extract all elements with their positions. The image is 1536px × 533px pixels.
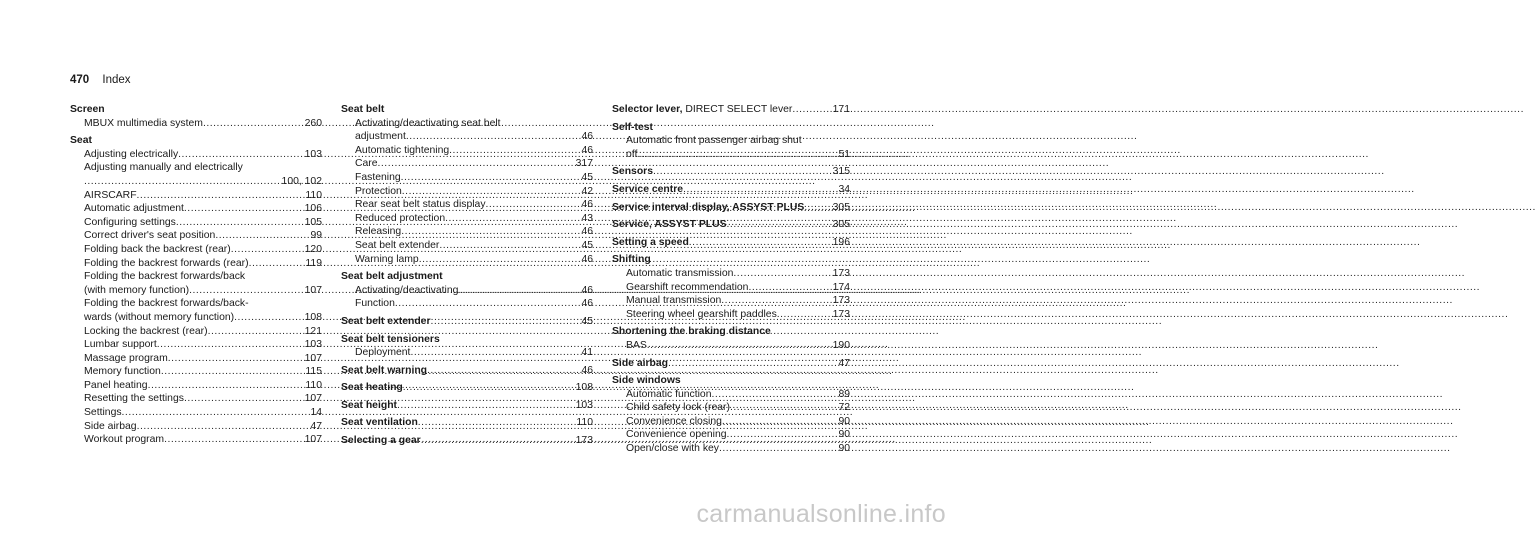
subentry <box>612 388 850 402</box>
entry-term-rest: DIRECT SELECT lever <box>682 104 793 115</box>
page-ref: 121 <box>304 325 322 337</box>
page-ref: 260 <box>304 117 322 129</box>
subentry-text: Steering wheel gearshift paddles <box>626 308 777 320</box>
subentry <box>341 253 593 267</box>
entry-heading <box>70 103 322 117</box>
dot-leader <box>161 365 302 379</box>
dot-leader <box>719 442 834 456</box>
subentry <box>612 428 850 442</box>
index-column-1 <box>70 103 322 451</box>
page-ref: 174 <box>832 281 850 293</box>
subentry <box>341 239 593 253</box>
subentry <box>341 297 593 311</box>
dot-leader <box>721 294 828 308</box>
entry-term: Self-test <box>612 121 653 133</box>
entry-term: Seat belt warning <box>341 364 428 376</box>
dot-leader <box>84 175 278 189</box>
dot-leader <box>234 311 301 325</box>
page-ref: 51 <box>838 148 850 160</box>
subentry-text: Warning lamp <box>355 253 419 265</box>
page-ref: 173 <box>832 295 850 307</box>
dot-leader <box>419 253 578 267</box>
page-ref: 110 <box>576 417 593 429</box>
subentry-text: Convenience closing <box>626 415 722 427</box>
subentry <box>341 198 593 212</box>
subentry <box>612 308 850 322</box>
subentry-text: Automatic function <box>626 388 712 400</box>
subentry-text: Adjusting electrically <box>84 148 179 160</box>
page-ref: 90 <box>838 429 850 441</box>
subentry <box>341 157 593 171</box>
subentry-text: Panel heating <box>84 379 148 391</box>
dot-leader <box>176 216 301 230</box>
page-ref: 47 <box>310 420 322 432</box>
subentry-text: Reduced protection <box>355 212 446 224</box>
page-ref: 42 <box>581 185 593 197</box>
entry-term: Setting a speed <box>612 236 689 248</box>
entry-heading <box>341 434 593 448</box>
subentry-text: AIRSCARF <box>84 189 137 201</box>
page-ref: 110 <box>305 379 322 391</box>
dot-leader <box>689 236 829 250</box>
subentry-text: BAS <box>626 339 647 351</box>
subentry-text: Locking the backrest (rear) <box>84 325 208 337</box>
page-ref: 196 <box>832 236 850 248</box>
dot-leader <box>458 284 577 298</box>
subentry <box>612 339 850 353</box>
entry-heading <box>70 134 322 148</box>
subentry-text: Automatic tightening <box>355 144 450 156</box>
entry-heading <box>341 315 593 329</box>
subentry-text: Lumbar support <box>84 339 157 351</box>
subentry <box>70 433 322 447</box>
page-ref: 41 <box>581 347 593 359</box>
entry-term: Side airbag <box>612 357 669 369</box>
page-ref: 108 <box>304 311 322 323</box>
index-entry <box>341 399 593 413</box>
dot-leader <box>431 315 578 329</box>
dot-leader <box>184 392 301 406</box>
subentry-line: Activating/deactivating seat belt <box>355 117 501 129</box>
entry-term: Screen <box>70 104 105 115</box>
subentry <box>341 284 593 298</box>
dot-leader <box>137 420 307 434</box>
entry-term-main: Selector lever, <box>612 104 683 115</box>
page-ref: 107 <box>304 352 322 364</box>
page-ref: 119 <box>305 257 322 269</box>
subentry-line: Folding the backrest forwards/back <box>84 271 246 283</box>
entry-heading <box>341 381 593 395</box>
subentry <box>70 175 322 189</box>
subentry-text: Configuring settings <box>84 216 176 228</box>
subentry <box>70 284 322 298</box>
page-ref: 103 <box>575 399 593 411</box>
dot-leader <box>203 117 301 131</box>
dot-leader <box>215 229 306 243</box>
subentry <box>70 229 322 243</box>
entry-heading <box>341 333 593 347</box>
subentry <box>341 346 593 360</box>
index-entry <box>341 333 593 360</box>
subentry-text: Side airbag <box>84 420 137 432</box>
page-ref: 90 <box>838 415 850 427</box>
index-entry <box>612 165 850 179</box>
page-ref: 103 <box>304 339 322 351</box>
dot-leader <box>777 308 829 322</box>
subentry <box>70 189 322 203</box>
subentry-text: Open/close with key <box>626 443 719 455</box>
entry-term: Side windows <box>612 375 681 387</box>
dot-leader <box>189 284 301 298</box>
page-ref: 107 <box>304 434 322 446</box>
page-ref: 90 <box>838 443 850 455</box>
dot-leader <box>668 357 834 371</box>
dot-leader <box>804 201 828 215</box>
page-ref: 120 <box>304 243 322 255</box>
dot-leader <box>403 381 572 395</box>
dot-leader <box>397 399 572 413</box>
subentry <box>341 185 593 199</box>
subentry <box>70 406 322 420</box>
index-entry <box>341 416 593 430</box>
subentry <box>70 392 322 406</box>
entry-heading <box>612 253 850 267</box>
subentry <box>612 148 850 162</box>
dot-leader <box>449 144 577 158</box>
page-ref: 317 <box>575 158 593 170</box>
subentry-text: Seat belt extender <box>355 239 440 251</box>
dot-leader <box>445 212 577 226</box>
subentry-text: adjustment <box>355 131 406 143</box>
entry-heading <box>612 357 850 371</box>
page-ref: 99 <box>310 230 322 242</box>
page-ref: 103 <box>304 148 322 160</box>
subentry-text: Manual transmission <box>626 295 722 307</box>
index-entry <box>612 201 850 215</box>
subentry-text: Activating/deactivating <box>355 284 459 296</box>
subentry <box>70 379 322 393</box>
subentry-text: Correct driver's seat position <box>84 230 216 242</box>
subentry-text: Care <box>355 158 378 170</box>
entry-term: Seat heating <box>341 382 403 394</box>
subentry-text: Workout program <box>84 434 165 446</box>
subentry <box>70 216 322 230</box>
index-entry <box>341 270 593 311</box>
subentry <box>341 130 593 144</box>
dot-leader <box>683 183 834 197</box>
subentry <box>612 294 850 308</box>
subentry <box>341 225 593 239</box>
subentry <box>612 401 850 415</box>
subentry-text: Function <box>355 298 395 310</box>
page-ref: 46 <box>581 144 593 156</box>
page-ref: 14 <box>310 407 322 419</box>
subentry-text: Automatic transmission <box>626 267 734 279</box>
page-number: 470 <box>70 74 90 86</box>
dot-leader <box>418 416 573 430</box>
subentry <box>612 267 850 281</box>
dot-leader <box>748 281 828 295</box>
subentry-text: Settings <box>84 407 122 419</box>
page-ref: 46 <box>581 131 593 143</box>
entry-heading <box>341 416 593 430</box>
subentry <box>70 117 322 131</box>
index-entry <box>341 103 593 266</box>
subentry-text: Massage program <box>84 352 168 364</box>
dot-leader <box>427 364 577 378</box>
dot-leader <box>402 185 578 199</box>
dot-leader <box>401 225 577 239</box>
entry-term: Service interval display, ASSYST PLUS <box>612 201 805 213</box>
entry-heading <box>341 364 593 378</box>
dot-leader <box>406 130 578 144</box>
index-entry <box>612 374 850 456</box>
entry-term: Seat belt adjustment <box>341 271 443 283</box>
subentry <box>70 257 322 271</box>
dot-leader <box>122 406 307 420</box>
page-ref: 105 <box>304 216 322 228</box>
page-ref: 173 <box>832 308 850 320</box>
dot-leader <box>148 379 302 393</box>
entry-term: Service, ASSYST PLUS <box>612 219 727 231</box>
subentry <box>341 212 593 226</box>
page-ref: 115 <box>305 366 322 378</box>
subentry-text: MBUX multimedia system <box>84 117 203 129</box>
subentry <box>341 171 593 185</box>
entry-heading <box>612 201 850 215</box>
subentry-text: wards (without memory function) <box>84 311 235 323</box>
subentry <box>70 148 322 162</box>
subentry-text: Memory function <box>84 366 161 378</box>
subentry-line: Automatic front passenger airbag shut <box>626 135 802 147</box>
subentry-text: Child safety lock (rear) <box>626 402 730 414</box>
subentry <box>70 352 322 366</box>
dot-leader <box>727 218 829 232</box>
subentry-text: Rear seat belt status display <box>355 199 486 211</box>
page-ref: 171 <box>832 104 850 115</box>
index-entry <box>612 253 850 321</box>
dot-leader <box>178 148 301 162</box>
subentry-text: Convenience opening <box>626 429 727 441</box>
entry-term: Seat belt <box>341 104 385 115</box>
subentry-text: off <box>626 148 638 160</box>
subentry <box>70 202 322 216</box>
entry-term: Shortening the braking distance <box>612 326 771 338</box>
subentry-line: Adjusting manually and electrically <box>84 162 243 174</box>
entry-term: Sensors <box>612 166 654 178</box>
index-entry <box>612 121 850 162</box>
subentry <box>612 281 850 295</box>
page-ref: 72 <box>838 402 850 414</box>
dot-leader <box>711 388 834 402</box>
page-ref: 110 <box>305 189 322 201</box>
page-ref: 173 <box>575 435 593 447</box>
page-ref: 108 <box>575 382 593 394</box>
page-ref: 100, 102 <box>281 175 322 187</box>
entry-term: Seat ventilation <box>341 417 418 429</box>
dot-leader <box>792 103 828 117</box>
page-ref: 46 <box>581 253 593 265</box>
subentry <box>612 415 850 429</box>
entry-heading <box>341 399 593 413</box>
page-ref: 106 <box>304 203 322 215</box>
dot-leader <box>395 297 578 311</box>
dot-leader <box>722 415 835 429</box>
dot-leader <box>653 165 829 179</box>
page-ref: 45 <box>581 171 593 183</box>
index-entry <box>341 381 593 395</box>
index-entry <box>70 103 322 130</box>
subentry-text: Folding back the backrest (rear) <box>84 243 231 255</box>
page-ref: 43 <box>581 212 593 224</box>
page-ref: 45 <box>581 239 593 251</box>
index-entry <box>612 183 850 197</box>
subentry-text: Protection <box>355 185 402 197</box>
subentry-text: Automatic adjustment <box>84 203 184 215</box>
subentry <box>612 442 850 456</box>
page-ref: 45 <box>581 315 593 327</box>
subentry-text: (with memory function) <box>84 284 190 296</box>
page-ref: 46 <box>581 298 593 310</box>
subentry <box>70 420 322 434</box>
dot-leader <box>137 189 302 203</box>
page-ref: 305 <box>832 201 850 213</box>
dot-leader <box>208 325 301 339</box>
dot-leader <box>184 202 301 216</box>
entry-term: Seat belt tensioners <box>341 333 440 345</box>
index-entry <box>612 103 850 117</box>
entry-heading <box>612 165 850 179</box>
index-column-2 <box>341 103 593 452</box>
page-ref: 46 <box>581 364 593 376</box>
page-ref: 315 <box>832 166 850 178</box>
section-title: Index <box>102 74 131 86</box>
entry-term: Selecting a gear <box>341 435 421 447</box>
entry-heading <box>612 183 850 197</box>
page-ref: 173 <box>832 267 850 279</box>
subentry-text: Releasing <box>355 226 402 238</box>
page-ref: 89 <box>838 388 850 400</box>
dot-leader <box>647 339 829 353</box>
entry-heading <box>612 218 850 232</box>
index-entry <box>341 434 593 448</box>
subentry-text: Folding the backrest forwards (rear) <box>84 257 249 269</box>
entry-term <box>612 103 792 117</box>
dot-leader <box>421 434 572 448</box>
dot-leader <box>637 148 834 162</box>
entry-term: Seat belt extender <box>341 315 431 327</box>
dot-leader <box>157 338 301 352</box>
page-ref: 34 <box>838 183 850 195</box>
index-entry <box>341 315 593 329</box>
dot-leader <box>439 239 577 253</box>
page-ref: 47 <box>838 357 850 369</box>
dot-leader <box>730 401 835 415</box>
entry-heading <box>612 236 850 250</box>
subentry <box>70 243 322 257</box>
index-entry <box>612 236 850 250</box>
dot-leader <box>378 157 572 171</box>
dot-leader <box>733 267 828 281</box>
subentry-text: Deployment <box>355 347 411 359</box>
entry-term: Seat height <box>341 399 398 411</box>
index-entry <box>70 134 322 447</box>
index-entry <box>612 325 850 352</box>
subentry-text: Fastening <box>355 171 401 183</box>
page-ref: 190 <box>832 339 850 351</box>
index-entry <box>612 357 850 371</box>
subentry-text: Gearshift recommendation <box>626 281 749 293</box>
subentry <box>70 311 322 325</box>
dot-leader <box>231 243 301 257</box>
page-header <box>70 73 131 87</box>
page-ref: 305 <box>832 219 850 231</box>
dot-leader <box>727 428 835 442</box>
index-column-3 <box>612 103 850 460</box>
subentry <box>70 365 322 379</box>
index-entry <box>612 218 850 232</box>
watermark: carmanualsonline.info <box>696 500 946 528</box>
subentry-line: Folding the backrest forwards/back- <box>84 298 249 310</box>
dot-leader <box>486 198 578 212</box>
dot-leader <box>164 433 301 447</box>
dot-leader <box>249 257 302 271</box>
page-ref: 107 <box>304 393 322 405</box>
entry-heading <box>612 374 850 388</box>
page-ref: 107 <box>304 284 322 296</box>
subentry <box>341 144 593 158</box>
page-ref: 46 <box>581 284 593 296</box>
subentry-text: Resetting the settings <box>84 393 184 405</box>
subentry <box>70 325 322 339</box>
dot-leader <box>410 346 577 360</box>
subentry <box>70 338 322 352</box>
entry-term: Seat <box>70 135 92 147</box>
entry-heading <box>612 325 850 339</box>
entry-heading <box>341 103 593 117</box>
page-ref: 46 <box>581 226 593 238</box>
entry-heading <box>612 121 850 135</box>
entry-term: Shifting <box>612 254 651 266</box>
entry-heading <box>341 270 593 284</box>
dot-leader <box>401 171 578 185</box>
index-entry <box>341 364 593 378</box>
entry-term: Service centre <box>612 183 684 195</box>
page-ref: 46 <box>581 199 593 211</box>
entry-heading <box>612 103 850 117</box>
dot-leader <box>168 352 301 366</box>
